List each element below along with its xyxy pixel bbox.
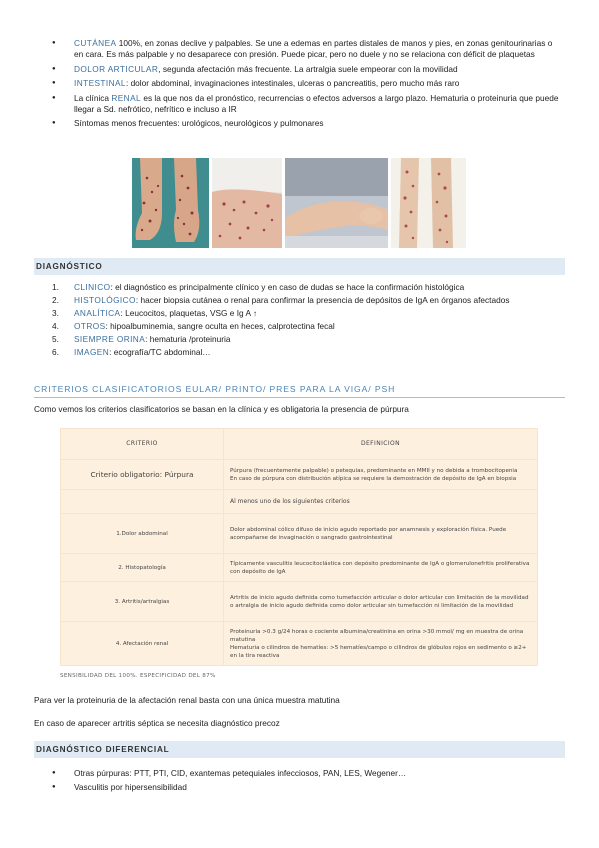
item-number: 3. <box>52 308 59 319</box>
list-item-text: Síntomas menos frecuentes: urológicos, neurológicos y pulmonares <box>74 118 324 129</box>
table-row <box>61 622 538 666</box>
photo-purpura-skin <box>212 158 281 248</box>
list-item-text: : hematuria /proteinuria <box>145 334 231 345</box>
list-item-text: : ecografía/TC abdominal… <box>109 347 211 358</box>
criterios-table <box>60 428 538 666</box>
keyword: CLINICO <box>74 282 111 292</box>
definition-line: Hematuria o cilindros de hematíes: >5 hematíes/campo o cilindros de glóbulos rojos en sedimento o ≥2+ en la tira reactiva <box>230 644 527 659</box>
table-row <box>61 554 538 582</box>
keyword: SIEMPRE ORINA <box>74 334 146 345</box>
keyword: ANALÍTICA <box>74 308 121 319</box>
list-item-text: 100%, en zonas declive y palpables. Se une a edemas en partes distales de manos y pies, en zonas genitourinarias o en cara. Es más palpable y no desaparece con presión. Puede picar, pero no duele y no se relaciona con déficit de plaquetas <box>74 38 553 60</box>
list-item <box>52 308 572 319</box>
list-item-text: : el diagnóstico es principalmente clínico y en caso de dudas se hace la confirmación histológica <box>110 282 465 292</box>
clinical-photos <box>132 158 466 248</box>
row-label: 3. Artritis/artralgias <box>61 582 224 622</box>
keyword: DOLOR ARTICULAR <box>74 63 159 74</box>
sensitivity-note: SENSIBILIDAD DEL 100%. ESPECIFICIDAD DEL 87% <box>60 673 216 679</box>
row-definition: Dolor abdominal cólico difuso de inicio agudo reportado por anamnesis y exploración física. Puede acompañarse de invaginación o sangrado gastrointestinal <box>224 514 538 554</box>
definition-line: Proteinuria >0.3 g/24 horas o cociente albumina/creatinina en orina >30 mmol/ mg en muestra de orina matutina <box>230 628 524 643</box>
section-heading-diferencial: DIAGNÓSTICO DIFERENCIAL <box>36 745 170 754</box>
keyword: OTROS <box>74 321 106 332</box>
item-number: 5. <box>52 334 59 345</box>
item-number: 6. <box>52 347 59 358</box>
keyword: CUTÁNEA <box>74 38 117 48</box>
clinical-manifestations-list <box>52 38 562 133</box>
table-row <box>61 490 538 514</box>
list-item-text: : hipoalbuminemia, sangre oculta en heces, calprotectina fecal <box>105 321 335 332</box>
table-row <box>61 514 538 554</box>
section-heading-diagnostico: DIAGNÓSTICO <box>36 262 103 271</box>
section-heading-band <box>34 258 565 275</box>
table-row <box>61 582 538 622</box>
row-definition <box>224 622 538 666</box>
row-label: 4. Afectación renal <box>61 622 224 666</box>
list-item-text: : dolor abdominal, invaginaciones intestinales, ulceras o pancreatitis, pero mucho más raro <box>125 78 460 89</box>
keyword: IMAGEN <box>74 347 110 358</box>
list-item <box>52 118 562 129</box>
list-item <box>52 93 562 116</box>
photo-purpura-feet <box>132 158 209 248</box>
item-number: 1. <box>52 282 59 292</box>
list-item <box>52 64 562 75</box>
table-row <box>61 460 538 490</box>
photo-purpura-legs <box>391 158 466 248</box>
row-label: 2. Histopatología <box>61 554 224 582</box>
table-header-row <box>61 429 538 460</box>
list-item: ● Otras púrpuras: PTT, PTI, CID, exantemas petequiales infecciosos, PAN, LES, Wegener… <box>52 768 562 779</box>
list-item <box>52 321 572 332</box>
list-item <box>52 282 572 293</box>
divider <box>34 397 565 398</box>
empty-cell <box>61 490 224 514</box>
list-item-text: , segunda afectación más frecuente. La artralgia suele empeorar con la movilidad <box>158 63 458 74</box>
criterios-title: CRITERIOS CLASIFICATORIOS EULAR/ PRINTO/ PRES PARA LA VIGA/ PSH <box>34 384 396 394</box>
section-heading-band <box>34 741 565 758</box>
row-definition <box>224 460 538 490</box>
list-item <box>52 334 572 345</box>
list-item-text: : Leucocitos, plaquetas, VSG e Ig A ↑ <box>120 308 258 319</box>
diferencial-list <box>52 768 562 797</box>
row-definition: Artritis de inicio agudo definida como tumefacción articular o dolor articular con limitación de la movilidad o artralgia de inicio agudo definida como dolor articular sin tumefacción ni limitación de la movilidad <box>224 582 538 622</box>
list-item-text: es la que nos da el pronóstico, recurrencias o efectos adversos a largo plazo. Hematuria o proteinuria que puede llegar a Sd. nefrótico, nefrítico e incluso a IR <box>74 92 559 115</box>
item-number: 2. <box>52 295 59 306</box>
column-header: CRITERIO <box>61 429 224 460</box>
list-item-text: : hacer biopsia cutánea o renal para confirmar la presencia de depósitos de IgA en órganos afectados <box>135 295 510 306</box>
list-item-prefix: La clínica <box>74 92 112 103</box>
list-item <box>52 78 562 89</box>
keyword: INTESTINAL <box>74 78 126 89</box>
keyword: RENAL <box>111 92 142 103</box>
diagnostico-list <box>52 282 572 361</box>
note-artritis: En caso de aparecer artritis séptica se necesita diagnóstico precoz <box>34 718 280 728</box>
row-definition: Al menos uno de los siguientes criterios <box>224 490 538 514</box>
note-proteinuria: Para ver la proteinuria de la afectación renal basta con una única muestra matutina <box>34 695 340 705</box>
column-header: DEFINICION <box>224 429 538 460</box>
criterios-intro: Como vemos los criterios clasificatorios se basan en la clínica y es obligatoria la presencia de púrpura <box>34 404 409 414</box>
row-definition: Típicamente vasculitis leucocitoclástica con depósito predominante de IgA o glomerulonefritis proliferativa con depósito de IgA <box>224 554 538 582</box>
keyword: HISTOLÓGICO <box>74 295 136 306</box>
list-item: ● Vasculitis por hipersensibilidad <box>52 782 562 793</box>
row-label: 1.Dolor abdominal <box>61 514 224 554</box>
list-item <box>52 295 572 306</box>
row-label: Criterio obligatorio: Púrpura <box>61 460 224 490</box>
photo-leg-edema <box>285 158 388 248</box>
list-item <box>52 347 572 358</box>
list-item <box>52 38 562 61</box>
item-number: 4. <box>52 321 59 332</box>
definition-line: En caso de púrpura con distribución atípica se requiere la demostración de depósito de IgA en biopsia <box>230 475 517 482</box>
definition-line: Púrpura (frecuentemente palpable) o petequias, predominante en MMII y no debida a trombocitopenia <box>230 467 518 474</box>
